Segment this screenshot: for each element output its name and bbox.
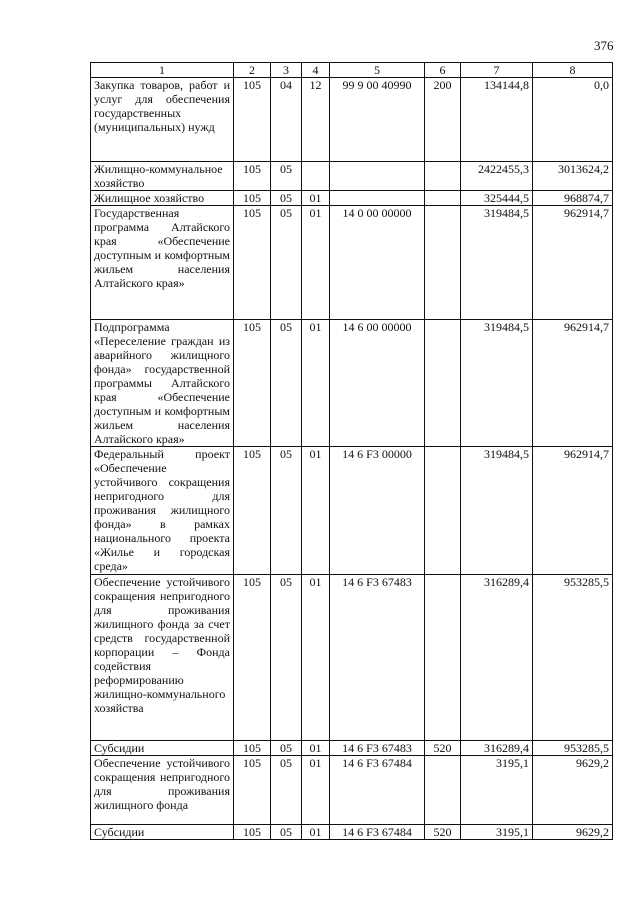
table-row — [91, 320, 613, 447]
row-name-cell: Субсидии — [91, 741, 234, 756]
row-value-cell: 2422455,3 — [461, 162, 533, 191]
row-value-cell: 01 — [302, 741, 330, 756]
row-value-cell: 05 — [271, 447, 302, 575]
row-value-cell: 105 — [234, 741, 271, 756]
row-value-cell: 0,0 — [533, 78, 613, 162]
row-value-cell: 134144,8 — [461, 78, 533, 162]
row-name-cell: Обеспечение устойчивого сокращения непригодного для проживания жилищного фонда за счет средств государственной корпорации – Фонда содействия реформированию жилищно-коммунального хозяйства — [91, 575, 234, 741]
row-value-cell: 04 — [271, 78, 302, 162]
row-value-cell: 105 — [234, 162, 271, 191]
row-value-cell: 316289,4 — [461, 741, 533, 756]
row-value-cell: 105 — [234, 206, 271, 320]
row-value-cell: 14 6 F3 67484 — [330, 825, 425, 840]
column-header: 7 — [461, 63, 533, 78]
page-number: 376 — [594, 38, 614, 53]
table-row — [91, 575, 613, 741]
row-value-cell: 14 6 00 00000 — [330, 320, 425, 447]
row-name-cell: Жилищно-коммунальное хозяйство — [91, 162, 234, 191]
row-value-cell: 105 — [234, 78, 271, 162]
row-value-cell: 953285,5 — [533, 741, 613, 756]
row-name-cell: Жилищное хозяйство — [91, 191, 234, 206]
row-value-cell: 01 — [302, 320, 330, 447]
table-row — [91, 78, 613, 162]
row-name-cell: Подпрограмма «Переселение граждан из аварийного жилищного фонда» государственной программы Алтайского края «Обеспечение доступным и комфортным жильем населения Алтайского края» — [91, 320, 234, 447]
row-value-cell: 105 — [234, 447, 271, 575]
row-value-cell: 105 — [234, 575, 271, 741]
row-value-cell: 01 — [302, 825, 330, 840]
table-row — [91, 825, 613, 840]
row-value-cell — [330, 191, 425, 206]
row-value-cell: 962914,7 — [533, 206, 613, 320]
row-value-cell — [425, 191, 461, 206]
table-row — [91, 162, 613, 191]
row-value-cell: 14 0 00 00000 — [330, 206, 425, 320]
column-header: 5 — [330, 63, 425, 78]
row-value-cell: 14 6 F3 67483 — [330, 741, 425, 756]
row-value-cell: 14 6 F3 67484 — [330, 756, 425, 825]
row-value-cell: 3195,1 — [461, 756, 533, 825]
row-value-cell: 3195,1 — [461, 825, 533, 840]
header-row — [91, 63, 613, 78]
row-value-cell: 325444,5 — [461, 191, 533, 206]
row-value-cell: 01 — [302, 756, 330, 825]
table-row — [91, 741, 613, 756]
row-value-cell: 200 — [425, 78, 461, 162]
row-value-cell: 01 — [302, 191, 330, 206]
row-value-cell: 319484,5 — [461, 320, 533, 447]
row-value-cell: 05 — [271, 575, 302, 741]
row-value-cell: 05 — [271, 191, 302, 206]
row-value-cell: 319484,5 — [461, 447, 533, 575]
row-value-cell: 105 — [234, 191, 271, 206]
column-header: 6 — [425, 63, 461, 78]
table-row — [91, 191, 613, 206]
row-value-cell: 05 — [271, 756, 302, 825]
row-value-cell — [425, 162, 461, 191]
row-value-cell: 520 — [425, 741, 461, 756]
row-value-cell: 319484,5 — [461, 206, 533, 320]
row-value-cell: 953285,5 — [533, 575, 613, 741]
row-value-cell: 01 — [302, 206, 330, 320]
row-value-cell: 14 6 F3 00000 — [330, 447, 425, 575]
row-value-cell — [302, 162, 330, 191]
column-header: 2 — [234, 63, 271, 78]
row-value-cell: 01 — [302, 447, 330, 575]
row-value-cell: 05 — [271, 320, 302, 447]
row-value-cell — [425, 447, 461, 575]
table-row — [91, 756, 613, 825]
column-header: 8 — [533, 63, 613, 78]
row-value-cell: 14 6 F3 67483 — [330, 575, 425, 741]
row-value-cell: 962914,7 — [533, 320, 613, 447]
row-name-cell: Субсидии — [91, 825, 234, 840]
row-value-cell: 968874,7 — [533, 191, 613, 206]
row-value-cell: 105 — [234, 825, 271, 840]
row-value-cell: 12 — [302, 78, 330, 162]
budget-table — [90, 62, 613, 840]
row-value-cell: 105 — [234, 320, 271, 447]
row-value-cell: 99 9 00 40990 — [330, 78, 425, 162]
row-value-cell: 01 — [302, 575, 330, 741]
row-value-cell: 3013624,2 — [533, 162, 613, 191]
row-value-cell: 316289,4 — [461, 575, 533, 741]
row-value-cell: 05 — [271, 825, 302, 840]
row-value-cell: 05 — [271, 741, 302, 756]
row-value-cell — [330, 162, 425, 191]
row-value-cell: 9629,2 — [533, 825, 613, 840]
row-name-cell: Обеспечение устойчивого сокращения непригодного для проживания жилищного фонда — [91, 756, 234, 825]
column-header: 4 — [302, 63, 330, 78]
row-name-cell: Закупка товаров, работ и услуг для обеспечения государственных (муниципальных) нужд — [91, 78, 234, 162]
row-value-cell: 962914,7 — [533, 447, 613, 575]
row-value-cell: 05 — [271, 206, 302, 320]
row-value-cell — [425, 206, 461, 320]
table-row — [91, 447, 613, 575]
row-value-cell: 9629,2 — [533, 756, 613, 825]
row-value-cell: 520 — [425, 825, 461, 840]
row-value-cell — [425, 756, 461, 825]
row-name-cell: Федеральный проект «Обеспечение устойчивого сокращения непригодного для проживания жилищного фонда» в рамках национального проекта «Жилье и городская среда» — [91, 447, 234, 575]
row-value-cell: 105 — [234, 756, 271, 825]
column-header: 3 — [271, 63, 302, 78]
row-value-cell — [425, 575, 461, 741]
column-header: 1 — [91, 63, 234, 78]
table-row — [91, 206, 613, 320]
row-value-cell — [425, 320, 461, 447]
row-value-cell: 05 — [271, 162, 302, 191]
row-name-cell: Государственная программа Алтайского края «Обеспечение доступным и комфортным жильем населения Алтайского края» — [91, 206, 234, 320]
